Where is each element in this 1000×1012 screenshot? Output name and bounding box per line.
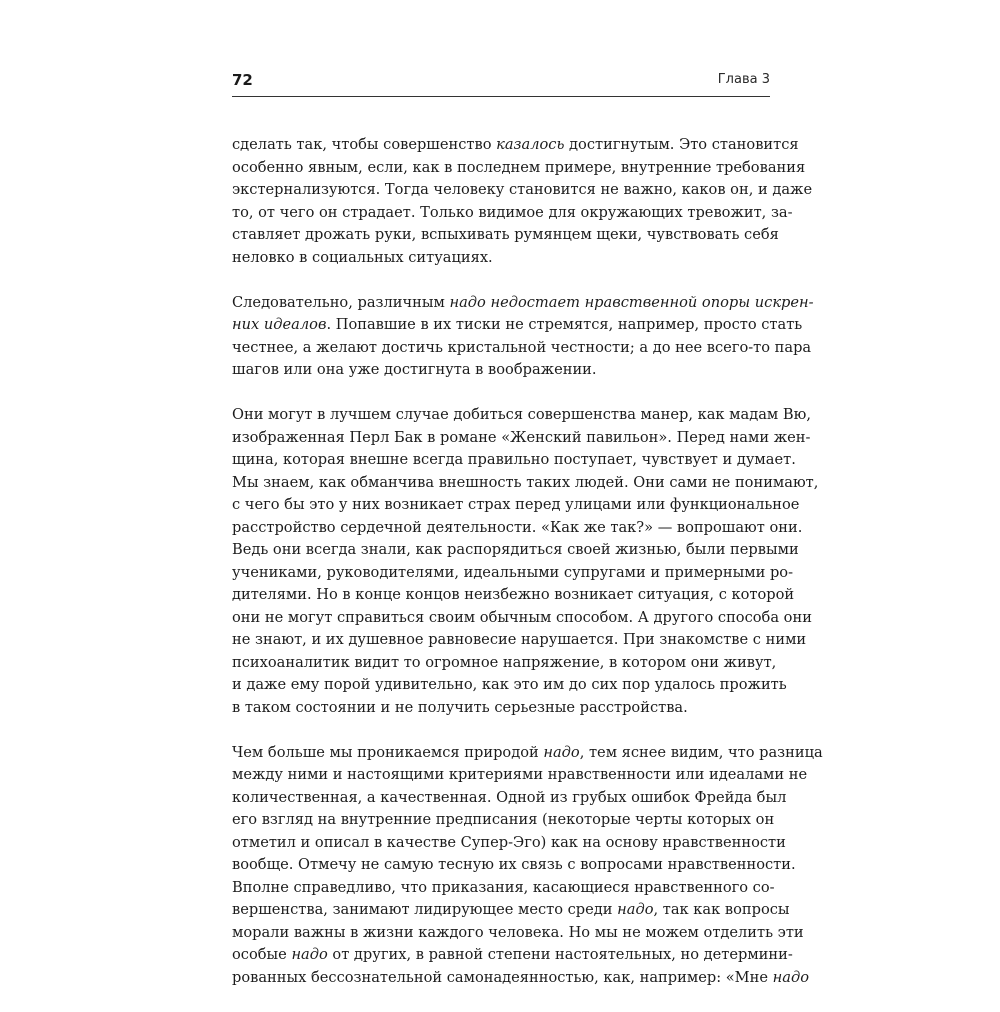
paragraph [232,134,813,269]
text-run: морали важны в жизни каждого человека. Но мы не можем отделить эти [232,923,804,941]
text-line [232,629,807,652]
italic-text: надо недостает нравственной опоры искрен- [449,293,814,311]
text-line [232,179,813,202]
text-run: особенно явным, если, как в последнем примере, внутренние требования [232,158,806,176]
paragraph [232,292,814,382]
text-line [232,584,795,607]
text-run: дителями. Но в конце концов неизбежно возникает ситуация, с которой [232,586,795,603]
text-line [232,922,804,945]
text-line [232,337,812,360]
text-run: Вполне справедливо, что приказания, касающиеся нравственного со- [232,878,775,896]
text-run: вершенства, занимают лидирующее место среди [232,901,618,918]
text-run: Следовательно, различным [232,293,450,311]
text-run: честнее, а желают достичь кристальной честности; а до нее всего-то пара [232,338,812,356]
text-run: с чего бы это у них возникает страх перед улицами или функциональное [232,496,800,513]
text-line [232,967,809,990]
text-run: изображенная Перл Бак в романе «Женский павильон». Перед нами жен- [232,428,811,446]
text-line [232,494,800,517]
text-run: расстройство сердечной деятельности. «Как же так?» — вопрошают они. [232,518,803,536]
paragraph [232,742,823,990]
text-run: Чем больше мы проникаемся природой [232,743,544,761]
italic-text: них идеалов [232,316,327,333]
paragraph [232,404,819,719]
text-run: от других, в равной степени настоятельных, но детермини- [327,946,793,963]
text-line [232,314,803,337]
text-run: Они могут в лучшем случае добиться совершенства манер, как мадам Вю, [232,406,811,423]
text-line [232,562,794,585]
text-run: его взгляд на внутренние предписания (некоторые черты которых он [232,811,775,828]
text-line [232,224,779,247]
text-line [232,877,775,900]
text-run: то, от чего он страдает. Только видимое для окружающих тревожит, за- [232,203,793,221]
text-line [232,404,811,427]
text-run: учениками, руководителями, идеальными супругами и примерными ро- [232,563,794,581]
chapter-label: Глава 3 [717,72,770,87]
text-run: особые [232,946,292,963]
text-run: , тем яснее видим, что разница [579,743,823,761]
text-line [232,787,787,810]
text-run: сделать так, чтобы совершенство [232,136,497,153]
text-line [232,899,790,922]
text-run: вообще. Отмечу не самую тесную их связь с вопросами нравственности. [232,856,796,873]
body-text [232,134,823,1012]
text-line [232,809,775,832]
text-line [232,449,796,472]
italic-text: надо [772,968,809,986]
text-line [232,292,814,315]
running-head [232,70,770,94]
text-run: между ними и настоящими критериями нравственности или идеалами не [232,766,808,783]
text-run: не знают, и их душевное равновесие нарушается. При знакомстве с ними [232,631,807,648]
text-run: шагов или она уже достигнута в воображении. [232,361,597,378]
text-run: количественная, а качественная. Одной из грубых ошибок Фрейда был [232,788,787,806]
text-run: экстернализуются. Тогда человеку становится не важно, каков он, и даже [232,181,813,198]
text-line [232,472,819,495]
text-run: , так как вопросы [653,901,790,918]
text-line [232,674,787,697]
text-run: и даже ему порой удивительно, как это им до сих пор удалось прожить [232,676,787,693]
text-line [232,652,777,675]
text-line [232,697,770,720]
text-line [232,517,803,540]
text-line [232,359,770,382]
italic-text: надо [291,946,328,963]
text-run: они не могут справиться своим обычным способом. А другого способа они [232,608,812,626]
text-line [232,539,799,562]
italic-text: надо [543,743,580,761]
header-rule [232,96,770,97]
text-line [232,742,823,765]
text-line [232,157,806,180]
text-run: ставляет дрожать руки, вспыхивать румянцем щеки, чувствовать себя [232,226,779,243]
text-line [232,134,799,157]
text-line [232,202,793,225]
text-line [232,764,808,787]
text-run: . Попавшие в их тиски не стремятся, например, просто стать [326,316,803,333]
text-line [232,854,796,877]
italic-text: казалось [496,136,565,153]
text-line [232,247,770,270]
text-line [232,607,812,630]
text-run: в таком состоянии и не получить серьезные расстройства. [232,698,688,716]
text-run: неловко в социальных ситуациях. [232,248,493,266]
text-run: отметил и описал в качестве Супер-Эго) как на основу нравственности [232,833,786,851]
text-run: психоаналитик видит то огромное напряжение, в котором они живут, [232,653,777,671]
text-run: достигнутым. Это становится [564,136,799,153]
text-run: рованных бессознательной самонадеянностью, как, например: «Мне [232,968,773,986]
text-run: Ведь они всегда знали, как распорядиться своей жизнью, были первыми [232,541,799,558]
text-line [232,427,811,450]
text-run: Мы знаем, как обманчива внешность таких людей. Они сами не понимают, [232,473,819,491]
text-run: щина, которая внешне всегда правильно поступает, чувствует и думает. [232,451,796,468]
italic-text: надо [617,901,654,918]
text-line [232,944,793,967]
page-number: 72 [232,71,253,89]
text-line [232,832,786,855]
